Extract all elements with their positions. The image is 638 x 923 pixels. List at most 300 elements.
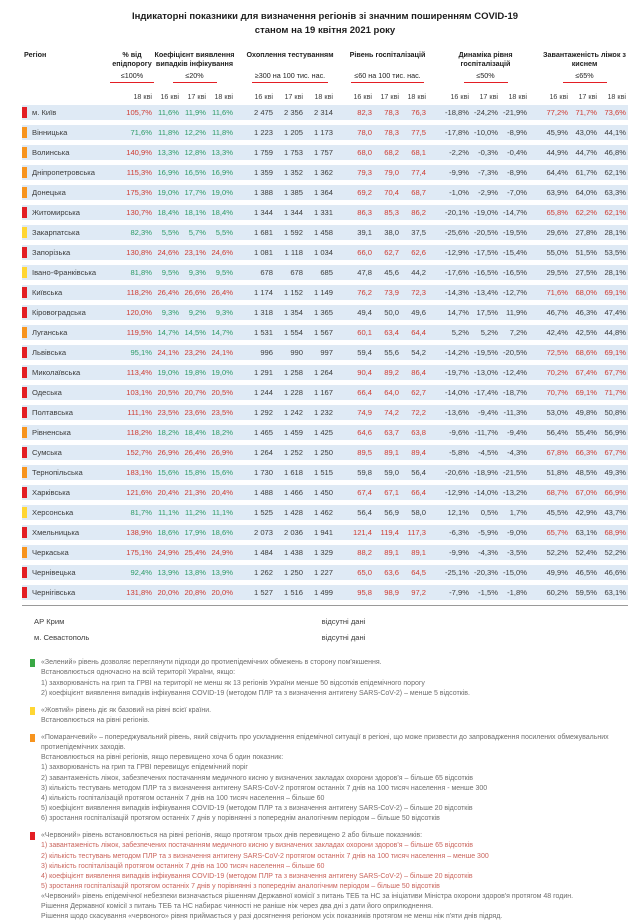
region-level-marker-icon: [22, 247, 27, 258]
testing-coverage-value: 678: [260, 268, 273, 278]
detection-rate-value: 9,3%: [215, 308, 233, 318]
column-header-oxygen-beds: Завантаженість ліжок з киснем: [543, 49, 626, 68]
detection-rate-value: 20,0%: [157, 588, 179, 598]
hospitalization-dynamics-value: -1,0%: [449, 188, 469, 198]
testing-coverage-value: 1 567: [313, 328, 333, 338]
hospitalization-dynamics-value: -12,9%: [444, 248, 469, 258]
region-level-marker-icon: [22, 567, 27, 578]
hospitalization-level-value: 95,8: [357, 588, 372, 598]
hospitalization-level-value: 78,3: [384, 128, 399, 138]
region-cell: [22, 285, 110, 300]
testing-coverage-value: 1 205: [283, 128, 303, 138]
hospitalization-level-value: 64,5: [411, 568, 426, 578]
hospitalization-level-value: 56,4: [357, 508, 372, 518]
hospitalization-dynamics-value: -11,7%: [474, 428, 498, 438]
region-cell: [22, 185, 110, 200]
oxygen-beds-value: 63,1%: [575, 528, 597, 538]
testing-coverage-value: 1 428: [283, 508, 303, 518]
detection-rate-value: 19,0%: [211, 368, 233, 378]
oxygen-beds-value: 71,6%: [546, 288, 568, 298]
hospitalization-dynamics-value: -5,9%: [478, 528, 498, 538]
column-header-detection-rate: Коефіцієнт виявлення випадків інфікування: [154, 49, 235, 68]
legend-title: «Жовтий» рівень діє як базовий на рівні всієї країни.: [41, 706, 212, 714]
epid-percent-value: 121,6%: [126, 488, 152, 498]
detection-rate-value: 21,3%: [184, 488, 206, 498]
oxygen-beds-value: 46,5%: [575, 568, 597, 578]
hospitalization-level-value: 72,2: [411, 408, 426, 418]
region-name: м. Київ: [32, 108, 57, 118]
testing-coverage-value: 1 081: [253, 248, 273, 258]
table-header: [22, 50, 628, 102]
region-cell: [22, 125, 110, 140]
page-title-line1: Індикаторні показники для визначення регіонів зі значним поширенням COVID-19: [131, 11, 519, 22]
hospitalization-level-value: 39,1: [357, 228, 372, 238]
table-row: [22, 125, 628, 140]
legend-line: Рішення щодо скасування «червоного» рівня приймається у разі досягнення регіоном усіх показників протягом не менш ніж п'яти днів підряд.: [41, 913, 503, 921]
detection-rate-value: 20,4%: [157, 488, 179, 498]
hospitalization-level-value: 37,5: [411, 228, 426, 238]
testing-coverage-value: 1 388: [253, 188, 273, 198]
hospitalization-level-value: 73,9: [384, 288, 399, 298]
epid-percent-value: 183,1%: [126, 468, 152, 478]
oxygen-beds-value: 73,6%: [604, 108, 626, 118]
detection-rate-value: 19,0%: [157, 368, 179, 378]
testing-coverage-value: 1 759: [253, 148, 273, 158]
hospitalization-dynamics-value: -15,0%: [502, 568, 527, 578]
epid-percent-value: 119,5%: [126, 328, 152, 338]
table-row: [22, 205, 628, 220]
oxygen-beds-value: 66,9%: [604, 488, 626, 498]
table-row: [22, 265, 628, 280]
date-header: 17 кві: [187, 92, 206, 102]
region-cell: [22, 205, 110, 220]
oxygen-beds-value: 68,0%: [575, 288, 597, 298]
oxygen-beds-value: 28,1%: [604, 268, 626, 278]
hospitalization-dynamics-value: -14,3%: [444, 288, 469, 298]
legend-line: 1) захворюваність на грип та ГРВІ перевищує епідемічний поріг: [41, 764, 248, 772]
testing-coverage-value: 1 242: [283, 408, 303, 418]
legend-line: 1) захворюваність на грип та ГРВІ на території не менш як 13 регіонів України менше 50 відсотків епідемічного порогу: [41, 679, 425, 687]
hospitalization-level-value: 63,6: [384, 568, 399, 578]
detection-rate-value: 18,1%: [184, 208, 206, 218]
hospitalization-level-value: 44,2: [411, 268, 426, 278]
epid-percent-value: 81,7%: [130, 508, 152, 518]
date-header: 16 кві: [160, 92, 179, 102]
detection-rate-value: 26,4%: [184, 448, 206, 458]
detection-rate-value: 24,6%: [157, 248, 179, 258]
legend-title: «Помаранчевий» – попереджувальний рівень, який свідчить про ускладнення епідемічної ситуації в регіоні, що може призвести до запровадження посилених обмежувальних протиепідемічних заходів.: [41, 734, 609, 752]
date-header: 16 кві: [353, 92, 372, 102]
hospitalization-level-value: 121,4: [352, 528, 372, 538]
testing-coverage-value: 1 730: [253, 468, 273, 478]
region-cell: [22, 265, 110, 280]
oxygen-beds-value: 71,7%: [575, 108, 597, 118]
region-level-marker-icon: [22, 527, 27, 538]
detection-rate-value: 11,8%: [212, 128, 233, 138]
threshold-detection: ≤20%: [173, 71, 217, 83]
detection-rate-value: 20,7%: [184, 388, 206, 398]
testing-coverage-value: 1 516: [283, 588, 303, 598]
column-header-hospitalization-dynamics: Динаміка рівня госпіталізацій: [458, 49, 513, 68]
legend-line: Встановлюється на рівні регіонів, якщо перевищено хоча б один показник:: [41, 754, 284, 762]
oxygen-beds-value: 56,9%: [604, 428, 626, 438]
oxygen-beds-value: 29,6%: [546, 228, 568, 238]
table-row: [22, 365, 628, 380]
levels-legend: [22, 658, 628, 922]
testing-coverage-value: 1 531: [253, 328, 273, 338]
hospitalization-level-value: 62,6: [411, 248, 426, 258]
hospitalization-level-value: 78,3: [384, 108, 399, 118]
hospitalization-level-value: 49,6: [411, 308, 426, 318]
oxygen-beds-value: 46,3%: [575, 308, 597, 318]
testing-coverage-value: 1 292: [253, 408, 273, 418]
detection-rate-value: 26,9%: [157, 448, 179, 458]
testing-coverage-value: 2 356: [283, 108, 303, 118]
region-level-marker-icon: [22, 327, 27, 338]
region-name: Закарпатська: [32, 228, 80, 238]
column-header-region: Регіон: [24, 49, 47, 59]
oxygen-beds-value: 49,9%: [546, 568, 568, 578]
testing-coverage-value: 1 258: [283, 368, 303, 378]
oxygen-beds-value: 67,8%: [546, 448, 568, 458]
hospitalization-level-value: 49,4: [357, 308, 372, 318]
testing-coverage-value: 1 364: [313, 188, 333, 198]
hospitalization-dynamics-value: -5,8%: [449, 448, 469, 458]
detection-rate-value: 16,9%: [211, 168, 233, 178]
detection-rate-value: 18,6%: [157, 528, 179, 538]
hospitalization-dynamics-value: -13,6%: [444, 408, 469, 418]
detection-rate-value: 11,1%: [212, 508, 233, 518]
testing-coverage-value: 1 344: [283, 208, 303, 218]
detection-rate-value: 23,6%: [184, 408, 206, 418]
detection-rate-value: 18,4%: [184, 428, 206, 438]
oxygen-beds-value: 55,0%: [546, 248, 568, 258]
oxygen-beds-value: 72,5%: [546, 348, 568, 358]
legend-title: «Зелений» рівень дозволяє переглянути підходи до протиепідемічних обмежень в сторону пом'якшення.: [41, 659, 382, 667]
region-level-marker-icon: [22, 187, 27, 198]
region-name: Сумська: [32, 448, 62, 458]
hospitalization-dynamics-value: 12,1%: [447, 508, 469, 518]
hospitalization-dynamics-value: -12,4%: [502, 368, 527, 378]
hospitalization-level-value: 117,3: [407, 528, 426, 538]
region-name: Луганська: [32, 328, 68, 338]
hospitalization-dynamics-value: -18,8%: [444, 108, 469, 118]
hospitalization-dynamics-value: -1,8%: [507, 588, 527, 598]
hospitalization-dynamics-value: 14,7%: [447, 308, 469, 318]
hospitalization-level-value: 85,3: [384, 208, 399, 218]
region-level-marker-icon: [22, 207, 27, 218]
hospitalization-level-value: 56,4: [411, 468, 426, 478]
oxygen-beds-value: 67,7%: [604, 368, 626, 378]
table-row: [22, 165, 628, 180]
oxygen-beds-value: 55,4%: [575, 428, 597, 438]
detection-rate-value: 23,5%: [157, 408, 179, 418]
hospitalization-dynamics-value: -13,2%: [502, 488, 527, 498]
hospitalization-dynamics-value: -8,9%: [507, 168, 527, 178]
region-level-marker-icon: [22, 227, 27, 238]
oxygen-beds-value: 42,5%: [575, 328, 597, 338]
epid-percent-value: 131,8%: [126, 588, 152, 598]
detection-rate-value: 18,6%: [211, 528, 233, 538]
hospitalization-dynamics-value: -0,4%: [507, 148, 527, 158]
testing-coverage-value: 1 352: [283, 168, 303, 178]
regions-table-body: [22, 105, 628, 600]
hospitalization-level-value: 59,8: [357, 468, 372, 478]
threshold-epid: ≤100%: [110, 71, 154, 83]
threshold-hospitalization: ≤60 на 100 тис. нас.: [351, 71, 423, 83]
column-header-hospitalization-level: Рівень госпіталізацій: [349, 49, 426, 59]
region-name: Чернігівська: [32, 588, 76, 598]
hospitalization-dynamics-value: -25,1%: [444, 568, 469, 578]
detection-rate-value: 17,7%: [184, 188, 206, 198]
table-row: [22, 585, 628, 600]
oxygen-beds-value: 64,0%: [575, 188, 597, 198]
legend-line: 6) зростання госпіталізацій протягом останніх 7 днів у порівнянні з попереднім аналогічним періодом – більше 50 відсотків: [41, 815, 440, 823]
testing-coverage-value: 1 425: [313, 428, 333, 438]
testing-coverage-value: 1 362: [313, 168, 333, 178]
detection-rate-value: 18,4%: [157, 208, 179, 218]
testing-coverage-value: 1 525: [253, 508, 273, 518]
epid-percent-value: 120,0%: [126, 308, 152, 318]
region-level-marker-icon: [22, 427, 27, 438]
testing-coverage-value: 1 459: [283, 428, 303, 438]
region-cell: [22, 145, 110, 160]
table-row: [22, 525, 628, 540]
region-name: Київська: [32, 288, 63, 298]
epid-percent-value: 95,1%: [130, 348, 152, 358]
detection-rate-value: 26,6%: [184, 288, 206, 298]
detection-rate-value: 17,9%: [184, 528, 206, 538]
hospitalization-level-value: 54,2: [411, 348, 426, 358]
oxygen-beds-value: 65,7%: [546, 528, 568, 538]
hospitalization-dynamics-value: -20,1%: [444, 208, 469, 218]
hospitalization-level-value: 98,9: [384, 588, 399, 598]
hospitalization-dynamics-value: -18,7%: [502, 388, 527, 398]
region-cell: [22, 585, 110, 600]
detection-rate-value: 26,9%: [211, 448, 233, 458]
oxygen-beds-value: 27,8%: [575, 228, 597, 238]
detection-rate-value: 23,1%: [184, 248, 206, 258]
hospitalization-level-value: 58,0: [411, 508, 426, 518]
hospitalization-level-value: 68,7: [411, 188, 426, 198]
table-row: [22, 445, 628, 460]
detection-rate-value: 24,1%: [211, 348, 233, 358]
testing-coverage-value: 2 073: [253, 528, 273, 538]
hospitalization-dynamics-value: -17,8%: [444, 128, 469, 138]
region-cell: [22, 505, 110, 520]
detection-rate-value: 9,3%: [188, 268, 206, 278]
region-level-marker-icon: [22, 367, 27, 378]
detection-rate-value: 11,2%: [185, 508, 206, 518]
testing-coverage-value: 1 681: [253, 228, 273, 238]
hospitalization-level-value: 89,1: [411, 548, 426, 558]
hospitalization-level-value: 67,1: [384, 488, 399, 498]
detection-rate-value: 25,4%: [184, 548, 206, 558]
testing-coverage-value: 1 438: [283, 548, 303, 558]
oxygen-beds-value: 46,8%: [604, 148, 626, 158]
legend-orange-marker-icon: [30, 734, 35, 742]
testing-coverage-value: 1 262: [253, 568, 273, 578]
region-level-marker-icon: [22, 447, 27, 458]
detection-rate-value: 19,8%: [184, 368, 206, 378]
oxygen-beds-value: 63,9%: [546, 188, 568, 198]
hospitalization-dynamics-value: -21,5%: [502, 468, 527, 478]
page-title-line2: станом на 19 квітня 2021 року: [254, 25, 396, 37]
hospitalization-dynamics-value: -16,5%: [502, 268, 527, 278]
page-title: [22, 10, 628, 39]
testing-coverage-value: 1 331: [313, 208, 333, 218]
testing-coverage-value: 1 264: [313, 368, 333, 378]
oxygen-beds-value: 67,7%: [604, 448, 626, 458]
hospitalization-dynamics-value: -12,7%: [502, 288, 527, 298]
detection-rate-value: 26,4%: [157, 288, 179, 298]
hospitalization-level-value: 66,4: [357, 388, 372, 398]
testing-coverage-value: 1 484: [253, 548, 273, 558]
oxygen-beds-value: 47,4%: [604, 308, 626, 318]
hospitalization-level-value: 77,4: [411, 168, 426, 178]
oxygen-beds-value: 53,0%: [546, 408, 568, 418]
hospitalization-dynamics-value: -12,9%: [444, 488, 469, 498]
hospitalization-dynamics-value: 5,2%: [451, 328, 469, 338]
hospitalization-level-value: 64,4: [411, 328, 426, 338]
detection-rate-value: 9,3%: [161, 308, 179, 318]
oxygen-beds-value: 69,1%: [604, 348, 626, 358]
hospitalization-dynamics-value: -14,0%: [444, 388, 469, 398]
detection-rate-value: 18,2%: [157, 428, 179, 438]
testing-coverage-value: 996: [260, 348, 273, 358]
hospitalization-dynamics-value: -21,9%: [502, 108, 527, 118]
oxygen-beds-value: 46,7%: [546, 308, 568, 318]
detection-rate-value: 5,7%: [188, 228, 206, 238]
legend-title: «Червоний» рівень встановлюється на рівні регіонів, якщо протягом трьох днів перевищено 2 або більше показників:: [41, 832, 423, 840]
hospitalization-dynamics-value: -20,3%: [473, 568, 498, 578]
testing-coverage-value: 2 475: [253, 108, 273, 118]
legend-green-marker-icon: [30, 659, 35, 667]
legend-block-red: [22, 831, 628, 922]
legend-block-orange: [22, 733, 628, 824]
hospitalization-level-value: 68,1: [411, 148, 426, 158]
hospitalization-dynamics-value: -20,5%: [502, 348, 527, 358]
legend-lines: [22, 668, 628, 698]
testing-coverage-value: 1 753: [283, 148, 303, 158]
epid-percent-value: 118,2%: [126, 288, 152, 298]
detection-rate-value: 14,5%: [184, 328, 206, 338]
hospitalization-dynamics-value: -9,9%: [449, 548, 469, 558]
hospitalization-level-value: 63,8: [411, 428, 426, 438]
detection-rate-value: 11,6%: [212, 108, 233, 118]
testing-coverage-value: 1 252: [283, 448, 303, 458]
hospitalization-level-value: 90,4: [357, 368, 372, 378]
hospitalization-dynamics-value: -10,0%: [473, 128, 498, 138]
detection-rate-value: 24,6%: [211, 248, 233, 258]
oxygen-beds-value: 42,9%: [575, 508, 597, 518]
testing-coverage-value: 1 359: [253, 168, 273, 178]
region-name: Тернопільська: [32, 468, 83, 478]
hospitalization-level-value: 79,3: [357, 168, 372, 178]
hospitalization-level-value: 64,0: [384, 388, 399, 398]
epid-percent-value: 82,3%: [130, 228, 152, 238]
detection-rate-value: 13,9%: [211, 568, 233, 578]
oxygen-beds-value: 59,5%: [575, 588, 597, 598]
hospitalization-level-value: 119,4: [380, 528, 399, 538]
table-row: [22, 325, 628, 340]
oxygen-beds-value: 44,8%: [604, 328, 626, 338]
hospitalization-level-value: 77,5: [411, 128, 426, 138]
hospitalization-level-value: 62,7: [411, 388, 426, 398]
epid-percent-value: 113,4%: [126, 368, 152, 378]
testing-coverage-value: 1 291: [253, 368, 273, 378]
testing-coverage-value: 1 250: [283, 568, 303, 578]
epid-percent-value: 115,3%: [126, 168, 152, 178]
date-header: 18 кві: [214, 92, 233, 102]
oxygen-beds-value: 42,4%: [546, 328, 568, 338]
oxygen-beds-value: 43,0%: [575, 128, 597, 138]
hospitalization-dynamics-value: -14,0%: [473, 488, 498, 498]
testing-coverage-value: 1 499: [313, 588, 333, 598]
detection-rate-value: 15,8%: [184, 468, 206, 478]
hospitalization-level-value: 66,4: [411, 488, 426, 498]
table-row: [22, 405, 628, 420]
table-row: [22, 465, 628, 480]
oxygen-beds-value: 69,1%: [575, 388, 597, 398]
legend-line: «Червоний» рівень епідемічної небезпеки визначається рішенням Державної комісії з питань ТЕБ та НС за ініціативи Міністра охорони здоров'я протягом 48 годин.: [41, 893, 574, 901]
hospitalization-level-value: 89,5: [357, 448, 372, 458]
detection-rate-value: 14,7%: [211, 328, 233, 338]
testing-coverage-value: 1 554: [283, 328, 303, 338]
detection-rate-value: 24,1%: [157, 348, 179, 358]
region-level-marker-icon: [22, 487, 27, 498]
oxygen-beds-value: 49,8%: [575, 408, 597, 418]
oxygen-beds-value: 46,6%: [604, 568, 626, 578]
hospitalization-level-value: 97,2: [411, 588, 426, 598]
hospitalization-dynamics-value: -15,4%: [502, 248, 527, 258]
oxygen-beds-value: 52,4%: [575, 548, 597, 558]
testing-coverage-value: 1 450: [313, 488, 333, 498]
testing-coverage-value: 1 223: [253, 128, 273, 138]
hospitalization-dynamics-value: -16,5%: [473, 268, 498, 278]
oxygen-beds-value: 64,4%: [546, 168, 568, 178]
legend-line: Встановлюється на рівні регіонів.: [41, 716, 150, 724]
hospitalization-dynamics-value: -18,9%: [473, 468, 498, 478]
region-cell: [22, 165, 110, 180]
testing-coverage-value: 1 152: [283, 288, 303, 298]
epid-percent-value: 118,2%: [126, 428, 152, 438]
legend-line-red: 5) зростання госпіталізацій протягом останніх 7 днів у порівнянні з попереднім аналогічним періодом – більше 50 відсотків: [41, 883, 440, 891]
hospitalization-level-value: 38,0: [384, 228, 399, 238]
detection-rate-value: 23,5%: [211, 408, 233, 418]
oxygen-beds-value: 27,5%: [575, 268, 597, 278]
column-header-testing-coverage: Охоплення тестуванням: [246, 49, 334, 59]
oxygen-beds-value: 67,4%: [575, 368, 597, 378]
testing-coverage-value: 1 941: [313, 528, 333, 538]
oxygen-beds-value: 69,1%: [604, 288, 626, 298]
hospitalization-level-value: 68,0: [357, 148, 372, 158]
region-name: Рівненська: [32, 428, 71, 438]
oxygen-beds-value: 56,4%: [546, 428, 568, 438]
detection-rate-value: 20,5%: [211, 388, 233, 398]
table-row: [22, 505, 628, 520]
detection-rate-value: 20,5%: [157, 388, 179, 398]
region-cell: [22, 525, 110, 540]
hospitalization-dynamics-value: -25,6%: [444, 228, 469, 238]
epid-percent-value: 105,7%: [126, 108, 152, 118]
hospitalization-dynamics-value: -1,5%: [478, 588, 498, 598]
oxygen-beds-value: 28,1%: [604, 228, 626, 238]
testing-coverage-value: 1 465: [253, 428, 273, 438]
region-name: Полтавська: [32, 408, 73, 418]
epid-percent-value: 130,8%: [126, 248, 152, 258]
region-level-marker-icon: [22, 587, 27, 598]
